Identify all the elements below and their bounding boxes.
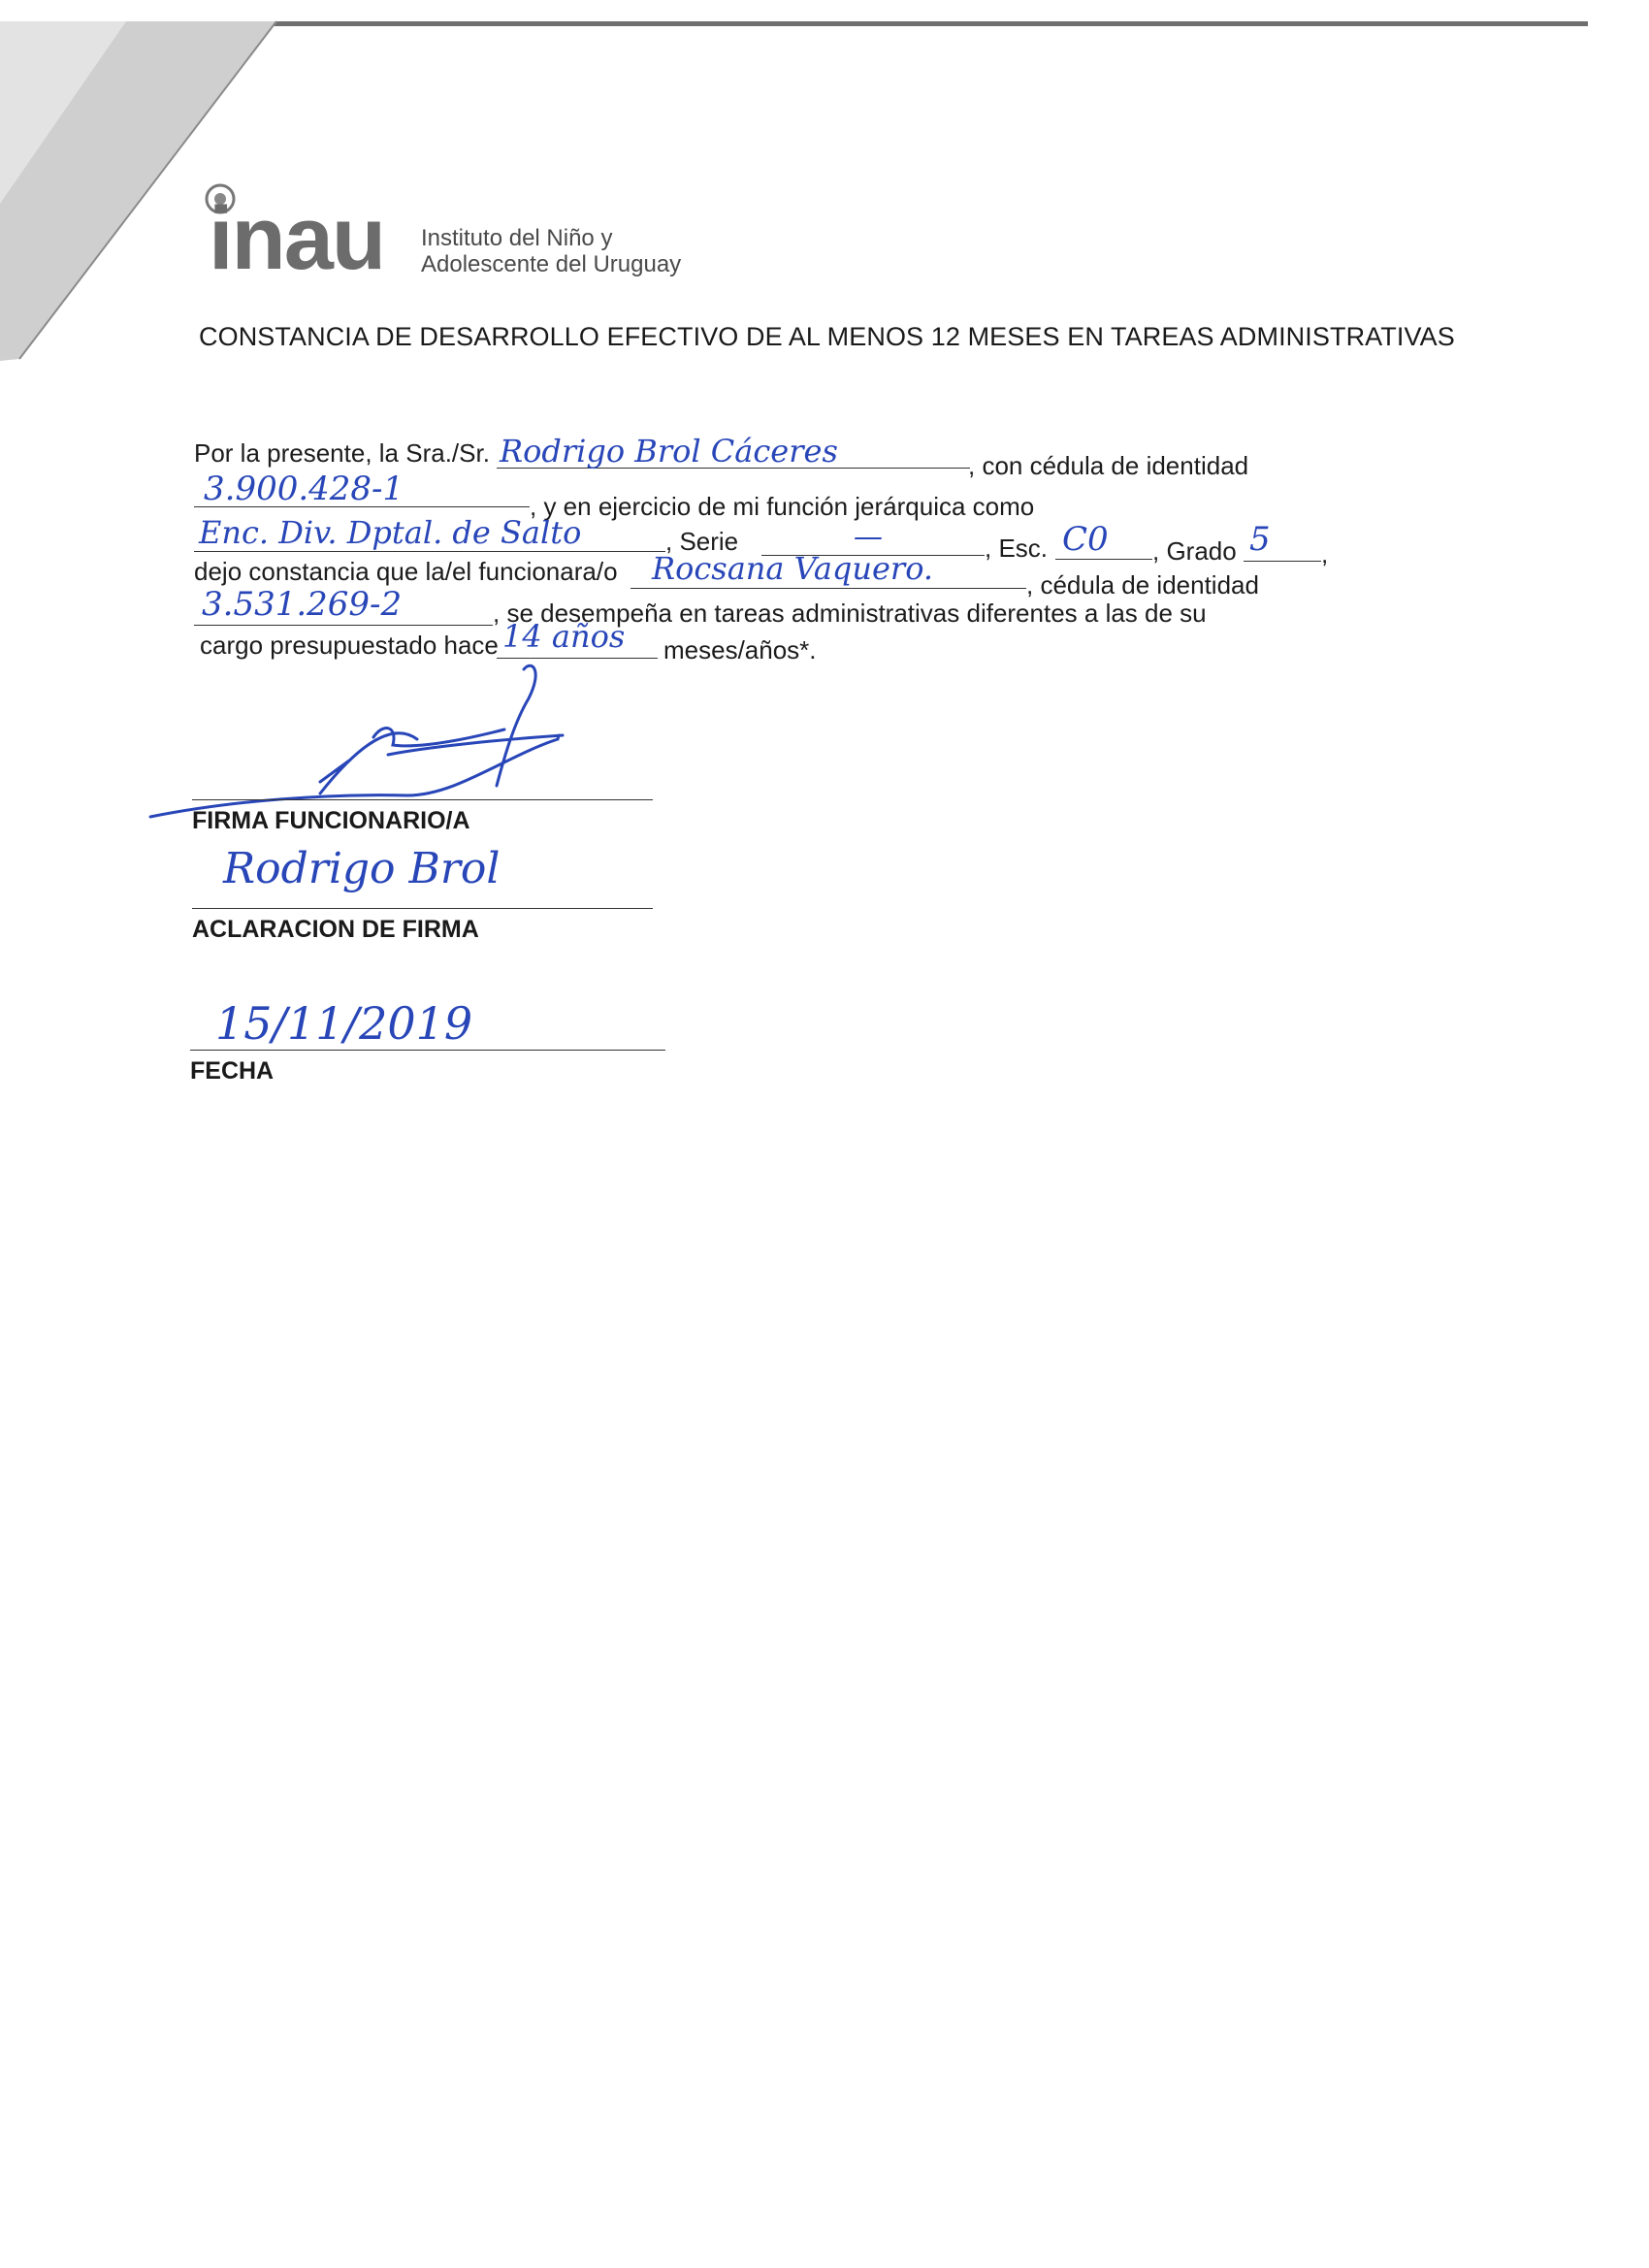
line1-suffix: , con cédula de identidad	[968, 451, 1249, 480]
line2-suffix: , y en ejercicio de mi función jerárquica como	[530, 492, 1035, 521]
institution-line-1: Instituto del Niño y	[421, 225, 613, 251]
line3-esc-label: , Esc.	[985, 534, 1049, 563]
date-handwritten: 15/11/2019	[215, 997, 473, 1050]
line3-serie-label: , Serie	[665, 527, 739, 556]
clarification-label: ACLARACION DE FIRMA	[192, 916, 479, 943]
line4-prefix: dejo constancia que la/el funcionara/o	[194, 557, 618, 586]
position-handwritten: Enc. Div. Dptal. de Salto	[199, 514, 582, 551]
duration-handwritten: 14 años	[502, 618, 626, 655]
line6-suffix: meses/años*.	[663, 635, 817, 664]
employee-name-handwritten: Rocsana Vaquero.	[652, 550, 934, 587]
serie-handwritten: —	[854, 520, 883, 554]
signature-field[interactable]	[192, 799, 653, 800]
signature-label: FIRMA FUNCIONARIO/A	[192, 807, 470, 834]
line4-suffix: , cédula de identidad	[1026, 570, 1259, 599]
date-label: FECHA	[190, 1057, 275, 1085]
clarification-handwritten: Rodrigo Brol	[223, 844, 501, 893]
logo-wordmark: inau	[209, 189, 385, 288]
supervisor-ci-handwritten: 3.900.428-1	[204, 470, 404, 508]
employee-ci-handwritten: 3.531.269-2	[202, 585, 403, 624]
esc-handwritten: C0	[1062, 520, 1109, 559]
date-field[interactable]	[190, 1050, 665, 1051]
line1-prefix: Por la presente, la Sra./Sr.	[194, 438, 490, 468]
line3-grado-label: , Grado	[1152, 536, 1237, 566]
document-title: CONSTANCIA DE DESARROLLO EFECTIVO DE AL MENOS 12 MESES EN TAREAS ADMINISTRATIVAS	[199, 322, 1455, 351]
grado-handwritten: 5	[1249, 520, 1271, 559]
line3-trailing-comma: ,	[1321, 539, 1329, 568]
line5-suffix: , se desempeña en tareas administrativas diferentes a las de su	[493, 599, 1207, 628]
clarification-field[interactable]	[192, 908, 653, 909]
line6-prefix: cargo presupuestado hace	[200, 631, 499, 660]
institution-line-2: Adolescente del Uruguay	[421, 251, 682, 277]
supervisor-name-handwritten: Rodrigo Brol Cáceres	[500, 433, 838, 470]
